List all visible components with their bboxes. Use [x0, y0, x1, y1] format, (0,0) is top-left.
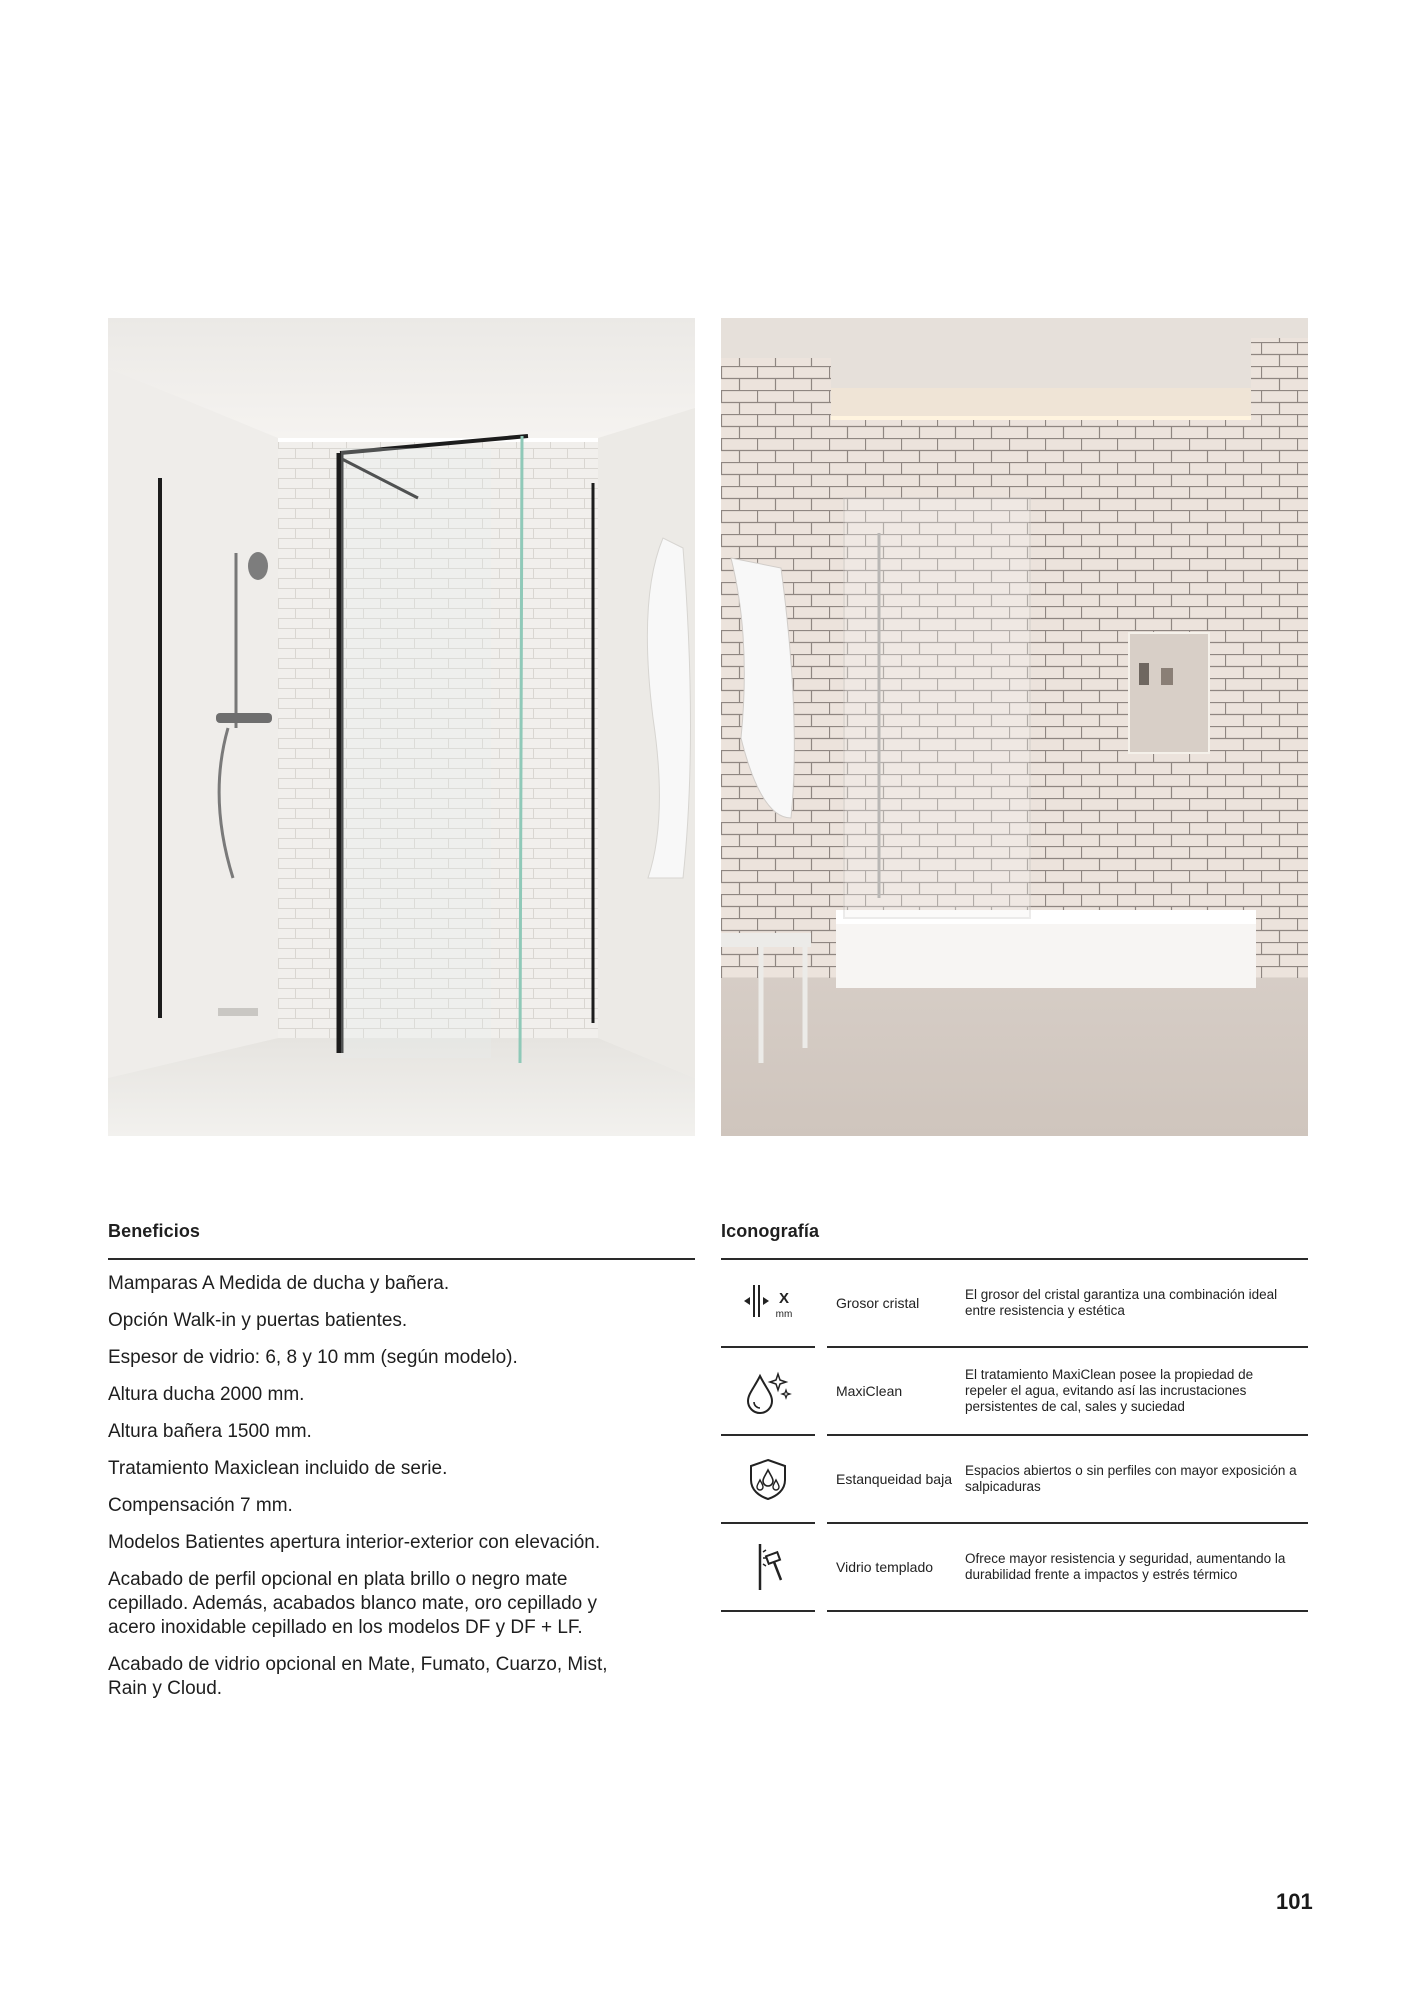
table-row — [721, 1524, 1308, 1612]
list-item: Mamparas A Medida de ducha y bañera. — [108, 1273, 450, 1294]
table-row — [721, 1260, 1308, 1348]
list-item: Compensación 7 mm. — [108, 1495, 293, 1516]
list-item: Tratamiento Maxiclean incluido de serie. — [108, 1458, 448, 1479]
shower-photo — [108, 318, 695, 1136]
list-item: Acabado de perfil opcional en plata brillo o negro mate cepillado. Además, acabados blanco mate, oro cepillado y acero inoxidable cepillado en los modelos DF y DF + LF. — [108, 1569, 598, 1638]
list-item: Altura ducha 2000 mm. — [108, 1384, 305, 1405]
bathtub-screen-illustration — [721, 318, 1308, 1136]
maxiclean-drop-icon — [740, 1366, 796, 1416]
water-shield-icon — [743, 1454, 793, 1504]
list-item: Acabado de vidrio opcional en Mate, Fumato, Cuarzo, Mist, Rain y Cloud. — [108, 1654, 608, 1699]
icon-description: Ofrece mayor resistencia y seguridad, aumentando la durabilidad frente a impactos y estrés térmico — [965, 1551, 1286, 1582]
icon-description: El tratamiento MaxiClean posee la propiedad de repeler el agua, evitando así las incrustaciones persistentes de cal, sales y suciedad — [965, 1367, 1254, 1414]
glass-thickness-icon — [740, 1281, 796, 1325]
icon-name: Estanqueidad baja — [836, 1470, 952, 1487]
iconography-table — [721, 1260, 1308, 1612]
walk-in-shower-illustration — [108, 318, 695, 1136]
icon-name: Grosor cristal — [836, 1294, 920, 1311]
table-row — [721, 1348, 1308, 1436]
row-divider — [827, 1610, 1308, 1612]
icon-name: MaxiClean — [836, 1382, 903, 1399]
icon-name: Vidrio templado — [836, 1558, 934, 1575]
page-number: 101 — [1276, 1889, 1313, 1914]
benefits-list — [108, 1272, 638, 1714]
tempered-glass-hammer-icon — [743, 1540, 793, 1594]
benefits-heading: Beneficios — [108, 1221, 201, 1241]
benefits-divider — [108, 1258, 695, 1260]
thickness-x-label: X — [778, 1290, 790, 1307]
table-row — [721, 1436, 1308, 1524]
list-item: Altura bañera 1500 mm. — [108, 1421, 312, 1442]
list-item: Opción Walk-in y puertas batientes. — [108, 1310, 408, 1331]
iconography-heading: Iconografía — [721, 1221, 820, 1241]
thickness-unit-label: mm — [775, 1309, 793, 1320]
list-item: Modelos Batientes apertura interior-exterior con elevación. — [108, 1532, 601, 1553]
bathtub-photo — [721, 318, 1308, 1136]
icon-description: El grosor del cristal garantiza una combinación ideal entre resistencia y estética — [965, 1287, 1278, 1318]
icon-description: Espacios abiertos o sin perfiles con mayor exposición a salpicaduras — [965, 1463, 1297, 1494]
list-item: Espesor de vidrio: 6, 8 y 10 mm (según modelo). — [108, 1347, 518, 1368]
